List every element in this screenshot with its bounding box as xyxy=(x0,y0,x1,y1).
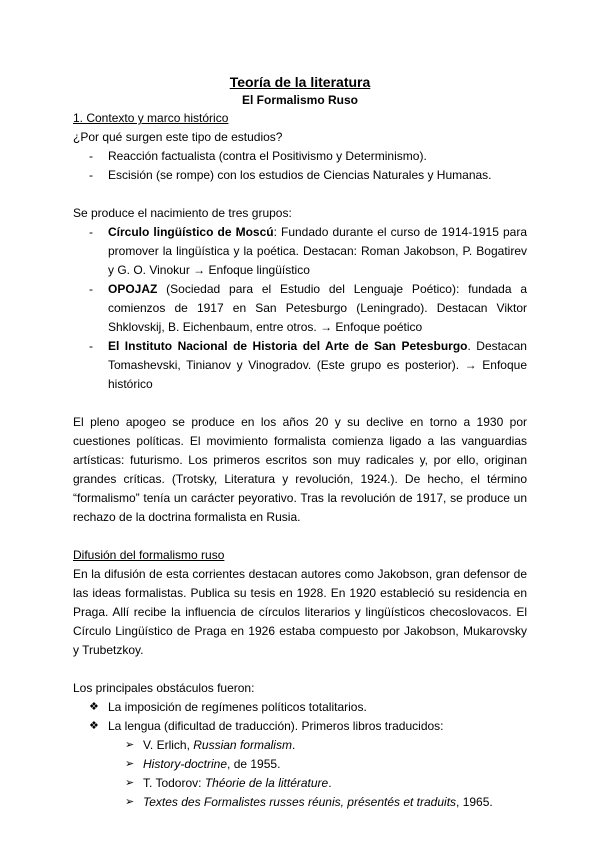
diamond-bullet-icon: ❖ xyxy=(89,701,99,713)
obstacles-list xyxy=(73,698,527,736)
list-item: ❖ La imposición de regímenes políticos totalitarios. xyxy=(73,698,527,717)
apogee-paragraph: El pleno apogeo se produce en los años 20 y su declive en torno a 1930 por cuestiones políticas. El movimiento formalista comienza ligado a las vanguardias artísticas: futurismo. Los primeros escritos son muy radicales y, por ello, originan grandes críticas. (Trotsky, Literatura y revolución, 1924.). De hecho, el término “formalismo” tenía un carácter peyorativo. Tras la revolución de 1917, se produce un rechazo de la doctrina formalista en Rusia. xyxy=(73,415,527,524)
list-item: - Escisión (se rompe) con los estudios de Ciencias Naturales y Humanas. xyxy=(73,166,527,185)
group-name: Círculo lingüístico de Moscú xyxy=(108,225,274,239)
document-page xyxy=(73,73,527,812)
group-name: El Instituto Nacional de Historia del Arte de San Petesburgo xyxy=(108,339,468,353)
section-heading-diffusion: Difusión del formalismo ruso xyxy=(73,548,225,562)
arrow-bullet-icon: ➢ xyxy=(125,796,135,808)
arrow-bullet-icon: ➢ xyxy=(125,739,135,751)
diffusion-paragraph: En la difusión de esta corrientes destacan autores como Jakobson, gran defensor de las ideas formalistas. Publica su tesis en 1928. En 1920 estableció su residencia en Praga. Allí recibe la influencia de círculos literarios y lingüísticos checoslovacos. El Círculo Lingüístico de Praga en 1926 estaba compuesto por Jakobson, Mukarovsky y Trubetzkoy. xyxy=(73,567,527,657)
groups-list xyxy=(73,223,527,394)
dash-marker: - xyxy=(89,282,93,296)
diamond-bullet-icon: ❖ xyxy=(89,720,99,732)
books-list xyxy=(73,736,527,812)
dash-marker: - xyxy=(89,339,93,353)
list-item: ➢ Textes des Formalistes russes réunis, présentés et traduits, 1965. xyxy=(73,793,527,812)
arrow-bullet-icon: ➢ xyxy=(125,758,135,770)
dash-marker: - xyxy=(89,168,93,182)
page-subtitle: El Formalismo Ruso xyxy=(241,93,359,107)
group-name: OPOJAZ xyxy=(108,282,158,296)
list-item: ❖ La lengua (dificultad de traducción). Primeros libros traducidos: xyxy=(73,717,527,736)
list-item: - Círculo lingüístico de Moscú: Fundado durante el curso de 1914-1915 para promover la lingüística y la poética. Destacan: Roman Jakobson, P. Bogatirev y G. O. Vinokur → Enfoque lingüístico xyxy=(89,225,527,277)
dash-marker: - xyxy=(89,149,93,163)
list-item: - El Instituto Nacional de Historia del Arte de San Petesburgo. Destacan Tomashevski, Tinianov y Vinogradov. (Este grupo es posterior). → Enfoque histórico xyxy=(89,339,527,391)
reasons-list xyxy=(73,147,527,185)
list-item: ➢ V. Erlich, Russian formalism. xyxy=(73,736,527,755)
dash-marker: - xyxy=(89,225,93,239)
groups-intro: Se produce el nacimiento de tres grupos: xyxy=(73,206,292,220)
section-heading-context: 1. Contexto y marco histórico xyxy=(73,111,229,125)
list-item: - OPOJAZ (Sociedad para el Estudio del Lenguaje Poético): fundada a comienzos de 1917 en San Petesburgo (Leningrado). Destacan Viktor Shklovskij, B. Eichenbaum, entre otros. → Enfoque poético xyxy=(89,282,527,334)
page-title: Teoría de la literatura xyxy=(229,74,371,90)
question-text: ¿Por qué surgen este tipo de estudios? xyxy=(73,130,283,144)
obstacles-intro: Los principales obstáculos fueron: xyxy=(73,681,255,695)
arrow-bullet-icon: ➢ xyxy=(125,777,135,789)
list-item: ➢ History-doctrine, de 1955. xyxy=(73,755,527,774)
list-item: ➢ T. Todorov: Théorie de la littérature. xyxy=(73,774,527,793)
list-item: - Reacción factualista (contra el Positivismo y Determinismo). xyxy=(73,147,527,166)
